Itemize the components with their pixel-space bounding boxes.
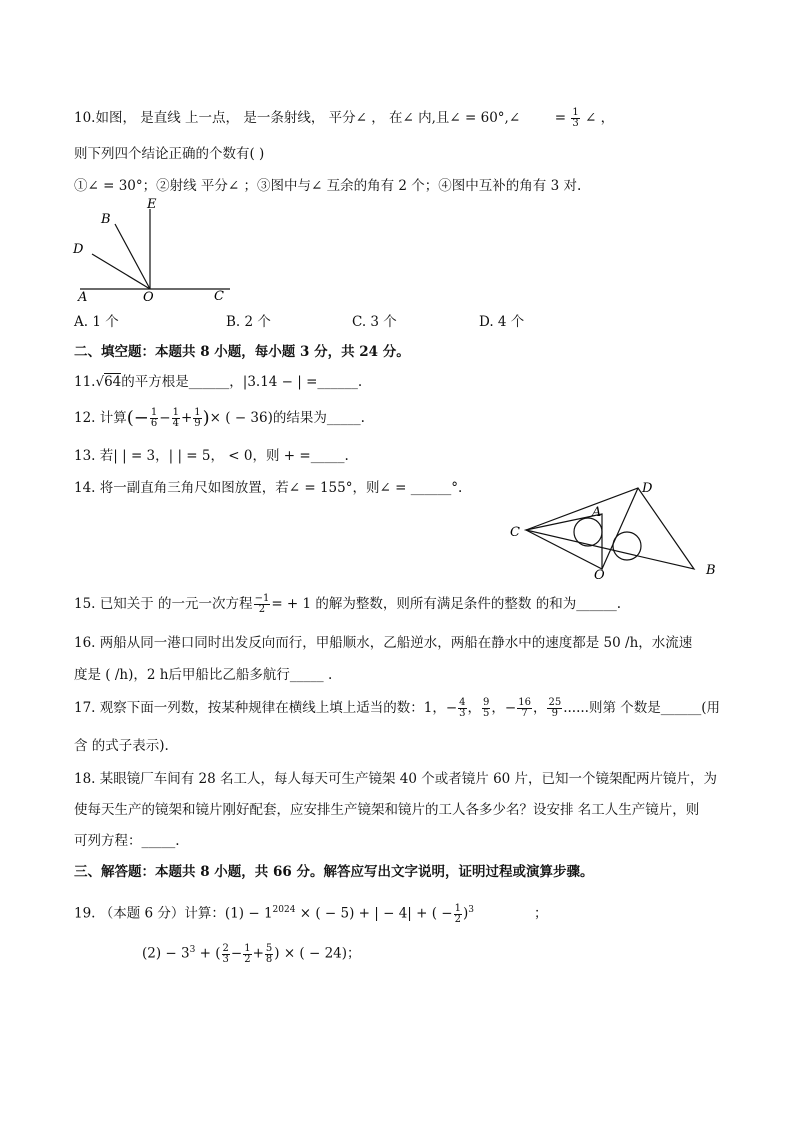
q19-p2-frac-a: $\frac{2}{3}$ (222, 942, 229, 965)
radicand: 64 (104, 374, 122, 390)
q18-line1: 18. 某眼镜厂车间有 28 名工人，每人每天可生产镜架 40 个或者镜片 60 片，已知一个镜架配两片镜片，为 (74, 771, 718, 787)
q14-triangle-figure (506, 478, 726, 588)
q12-frac1: $\frac{1}{6}$ (150, 407, 158, 429)
q12-post: × ( − 36)的结果为_____. (209, 410, 365, 426)
q19-p2-frac-c: $\frac{5}{8}$ (265, 942, 273, 965)
q10-text-tail: ∠ ， (585, 110, 615, 126)
label-a: A (78, 290, 88, 305)
q19-p2-p1: + (252, 945, 264, 962)
label-d: D (642, 481, 653, 496)
label-o: O (594, 568, 605, 583)
label-b: B (101, 212, 111, 227)
q19-p2-mid: + ( (199, 945, 221, 962)
q19-tail: ； (534, 905, 548, 922)
q12-frac2: $\frac{1}{4}$ (172, 407, 179, 429)
q10-line2: 则下列四个结论正确的个数有( ) (74, 146, 265, 162)
label-a: A (592, 505, 602, 520)
triangle-hole-1 (574, 518, 602, 546)
q11 (74, 372, 362, 392)
q12-frac3: $\frac{1}{9}$ (194, 407, 201, 429)
q19-p2-pre: (2) − 3 (142, 945, 190, 962)
q12-plus: + (180, 410, 193, 426)
ray-od (92, 254, 150, 289)
q12-close: ) (202, 407, 210, 429)
section-2-heading: 二、填空题：本题共 8 小题，每小题 3 分，共 24 分。 (74, 344, 410, 360)
segment-od (602, 488, 638, 569)
q10-text-a: 10.如图， 是直线 上一点， 是一条射线， 平分∠ ， 在∠ 内,且∠ = 60°,∠ (74, 110, 521, 126)
q17-post: ......则第 个数是______(用 (563, 700, 721, 716)
q18-line2: 使每天生产的镜架和镜片刚好配套，应安排生产镜架和镜片的工人各多少名？设安排 名工人生产镜片，则 (74, 802, 700, 818)
q19-part1 (74, 900, 548, 925)
q12-pre: 12. 计算 (74, 410, 127, 426)
q10-option-d: D. 4 个 (479, 314, 525, 330)
label-e: E (147, 197, 157, 212)
q10-line1 (74, 108, 614, 129)
q19-pre: 19. （本题 6 分）计算：(1) − 1 (74, 905, 273, 922)
q15-pre: 15. 已知关于 的一元一次方程 (74, 596, 253, 612)
q17-frac3: $\frac{16}{7}$ (518, 697, 531, 719)
q17-sep2: ，− (491, 700, 517, 716)
q16-line1: 16. 两船从同一港口同时出发反向而行，甲船顺水，乙船逆水，两船在静水中的速度都是 50 /h，水流速 (74, 635, 693, 651)
q17-frac1: $\frac{4}{3}$ (459, 697, 466, 719)
q19-part2 (142, 940, 361, 965)
label-c: C (214, 289, 224, 304)
q12-open: (− (126, 407, 149, 429)
q17-frac2: $\frac{9}{5}$ (483, 697, 490, 719)
triangle-cdb (526, 488, 694, 569)
label-o: O (143, 290, 154, 305)
q19-mid: × ( − 5) + | − 4| + ( − (299, 905, 453, 922)
label-c: C (510, 525, 520, 540)
q19-exp2: 3 (468, 905, 474, 915)
q10-line3: ①∠ = 30°；②射线 平分∠ ；③图中与∠ 互余的角有 2 个；④图中互补的角有 3 对. (74, 178, 582, 194)
q10-option-c: C. 3 个 (352, 314, 397, 330)
q17-sep3: ， (532, 700, 547, 716)
triangle-hole-2 (613, 532, 641, 560)
q17-sep1: ， (467, 700, 482, 716)
q10-angle-figure (70, 196, 240, 306)
q15 (74, 594, 621, 615)
q17-line2: 含 的式子表示). (74, 738, 169, 754)
q17-pre: 17. 观察下面一列数，按某种规律在横线上填上适当的数：1，− (74, 700, 458, 716)
q14: 14. 将一副直角三角尺如图放置，若∠ = 155°，则∠ = ______°. (74, 480, 463, 496)
q19-p2-exp: 3 (189, 945, 196, 955)
q12-minus: − (159, 410, 171, 426)
q17-line1 (74, 698, 720, 719)
q11-rest: 的平方根是______，|3.14 − | =______. (121, 374, 363, 390)
q19-p2-post: ) × ( − 24)； (274, 945, 361, 962)
ray-ob (115, 224, 150, 289)
q19-frac: $\frac{1}{2}$ (454, 902, 461, 925)
triangle-cao (526, 514, 602, 569)
q18-line3: 可列方程：_____. (74, 833, 180, 849)
section-3-heading: 三、解答题：本题共 8 小题，共 66 分。解答应写出文字说明，证明过程或演算步骤。 (74, 864, 594, 880)
q10-eq: = (554, 110, 567, 126)
q10-fraction: $\frac{1}{3}$ (572, 107, 579, 129)
q19-exp1: 2024 (272, 905, 296, 915)
q15-post: = + 1 的解为整数，则所有满足条件的整数 的和为______. (271, 596, 621, 612)
q13: 13. 若| | = 3，| | = 5， < 0，则 + =_____. (74, 448, 349, 464)
q19-p2-m1: − (230, 945, 243, 962)
label-d: D (73, 242, 84, 257)
q17-frac4: $\frac{25}{9}$ (548, 697, 562, 719)
q11-number: 11. (74, 374, 96, 390)
q12 (74, 408, 365, 429)
q19-close: ) (462, 905, 469, 922)
q10-option-b: B. 2 个 (226, 314, 271, 330)
sqrt-sign: √ (95, 374, 105, 390)
q10-option-a: A. 1 个 (74, 314, 119, 330)
q15-frac: $\frac{-1}{2}$ (254, 593, 270, 615)
q16-line2: 度是 ( /h)，2 h后甲船比乙船多航行_____ . (74, 667, 333, 683)
q19-p2-frac-b: $\frac{1}{2}$ (244, 942, 251, 965)
label-b: B (706, 563, 716, 578)
